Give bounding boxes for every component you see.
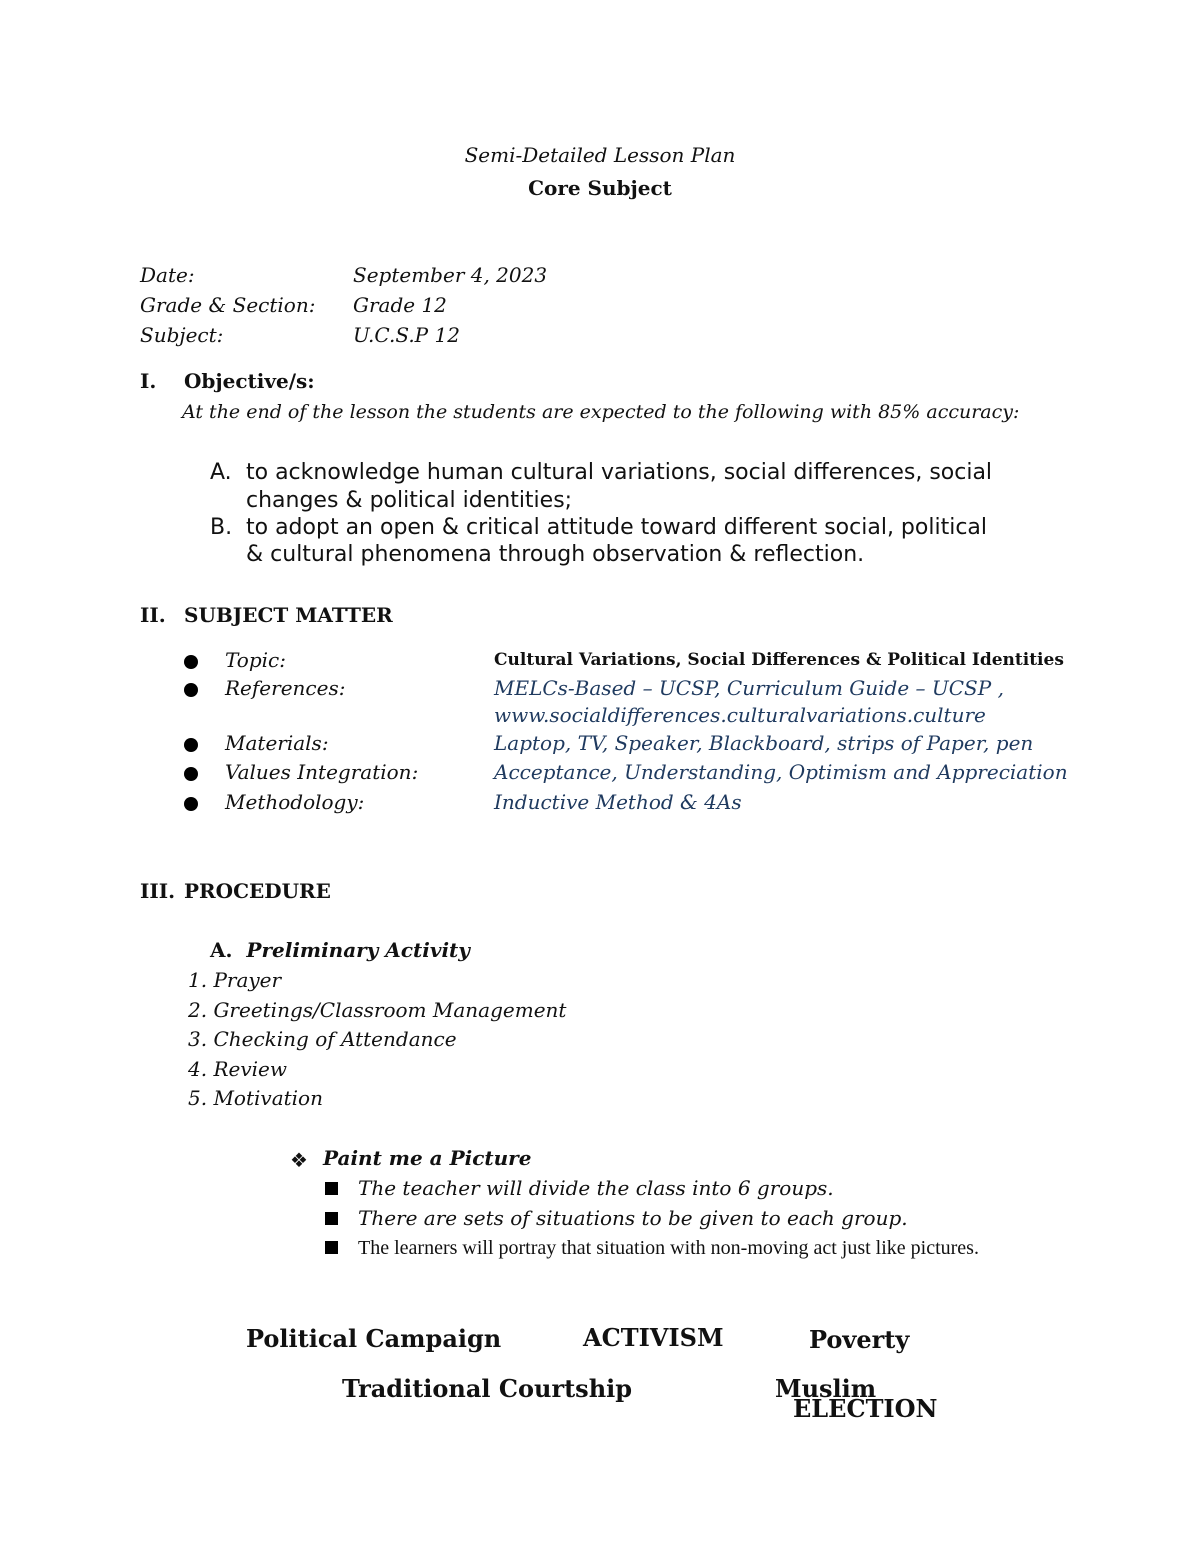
- objective-a-line1: to acknowledge human cultural variations, social differences, social: [246, 460, 993, 485]
- situation-muslim: Muslim: [775, 1374, 877, 1403]
- methodology-value: Inductive Method & 4As: [494, 790, 742, 814]
- methodology-label: Methodology:: [225, 790, 365, 814]
- references-label: References:: [225, 676, 346, 700]
- topic-value: Cultural Variations, Social Differences & Political Identities: [494, 650, 1064, 670]
- situation-poverty: Poverty: [809, 1325, 910, 1354]
- objective-b-line2: & cultural phenomena through observation & reflection.: [246, 542, 865, 567]
- square-bullet-icon: [325, 1182, 338, 1195]
- materials-value: Laptop, TV, Speaker, Blackboard, strips of Paper, pen: [494, 731, 1034, 755]
- situation-traditional-courtship: Traditional Courtship: [342, 1374, 633, 1403]
- diamond-bullet-icon: ❖: [290, 1148, 308, 1172]
- square-bullet-icon: [325, 1212, 338, 1225]
- date-label: Date:: [140, 263, 195, 287]
- situation-activism: ACTIVISM: [583, 1323, 724, 1352]
- activity-point: The learners will portray that situation with non-moving act just like pictures.: [358, 1237, 979, 1259]
- activity-title: Paint me a Picture: [323, 1146, 532, 1170]
- section-title-objectives: Objective/s:: [184, 369, 315, 393]
- references-url: www.socialdifferences.culturalvariations.culture: [494, 703, 986, 727]
- objective-a-line2: changes & political identities;: [246, 488, 573, 513]
- situation-political-campaign: Political Campaign: [246, 1324, 502, 1353]
- subject-label: Subject:: [140, 323, 224, 347]
- situation-election-cropped: ELECTION: [793, 1394, 938, 1423]
- values-integration-label: Values Integration:: [225, 760, 419, 784]
- section-title-subject-matter: SUBJECT MATTER: [184, 603, 393, 627]
- bullet-dot-icon: [184, 655, 198, 669]
- step-item: 4. Review: [188, 1057, 287, 1081]
- section-title-procedure: PROCEDURE: [184, 879, 331, 903]
- preliminary-activity-heading: [210, 938, 470, 962]
- topic-label: Topic:: [225, 648, 286, 672]
- activity-point: There are sets of situations to be given to each group.: [358, 1206, 908, 1230]
- subject-value: U.C.S.P 12: [353, 323, 460, 347]
- bullet-dot-icon: [184, 767, 198, 781]
- bullet-dot-icon: [184, 738, 198, 752]
- bullet-dot-icon: [184, 797, 198, 811]
- section-number-objectives: I.: [140, 369, 157, 393]
- step-item: 2. Greetings/Classroom Management: [188, 998, 567, 1022]
- values-integration-value: Acceptance, Understanding, Optimism and Appreciation: [494, 760, 1068, 784]
- objective-b-line1: to adopt an open & critical attitude toward different social, political: [246, 515, 988, 540]
- grade-section-value: Grade 12: [353, 293, 447, 317]
- document-subtitle: Core Subject: [528, 176, 672, 200]
- step-item: 3. Checking of Attendance: [188, 1027, 457, 1051]
- objective-letter-b: B.: [210, 515, 233, 540]
- section-number-procedure: III.: [140, 879, 176, 903]
- date-value: September 4, 2023: [353, 263, 548, 287]
- grade-section-label: Grade & Section:: [140, 293, 316, 317]
- section-number-subject-matter: II.: [140, 603, 166, 627]
- objective-letter-a: A.: [210, 460, 232, 485]
- step-item: 1. Prayer: [188, 968, 282, 992]
- references-value: MELCs-Based – UCSP, Curriculum Guide – UCSP ,: [494, 676, 1004, 700]
- document-title: Semi-Detailed Lesson Plan: [464, 143, 736, 167]
- square-bullet-icon: [325, 1241, 338, 1254]
- step-item: 5. Motivation: [188, 1086, 323, 1110]
- preliminary-title: Preliminary Activity: [246, 938, 470, 962]
- objectives-intro: At the end of the lesson the students are expected to the following with 85% accuracy:: [182, 401, 1020, 423]
- activity-point: The teacher will divide the class into 6 groups.: [358, 1176, 834, 1200]
- preliminary-letter: A.: [210, 938, 233, 962]
- bullet-dot-icon: [184, 683, 198, 697]
- materials-label: Materials:: [225, 731, 329, 755]
